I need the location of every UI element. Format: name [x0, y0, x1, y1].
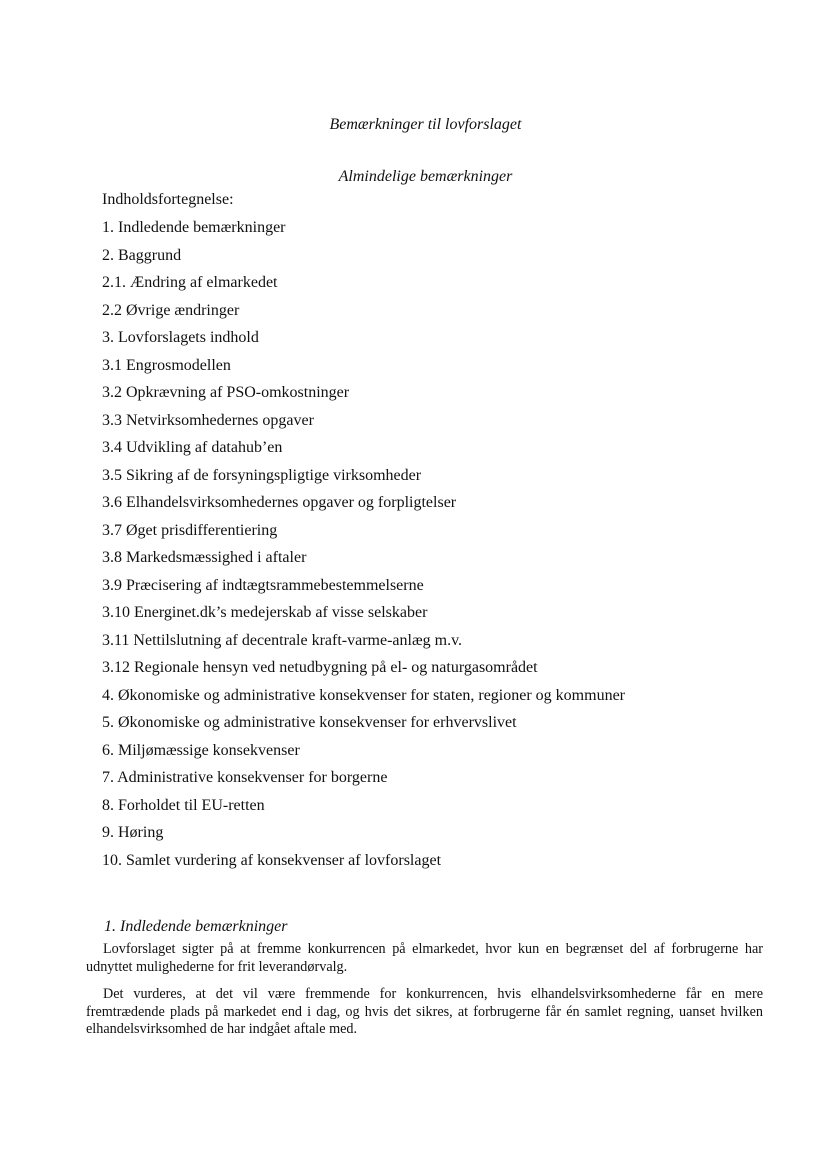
toc-item: 5. Økonomiske og administrative konsekvenser for erhvervslivet [102, 714, 517, 731]
toc-item: 2.2 Øvrige ændringer [102, 301, 240, 319]
toc-item: 6. Miljømæssige konsekvenser [102, 741, 300, 759]
toc-item: 3.9 Præcisering af indtægtsrammebestemmelserne [102, 576, 424, 594]
toc-item: 3.5 Sikring af de forsyningspligtige virksomheder [102, 466, 422, 484]
document-title: Bemærkninger til lovforslaget [329, 116, 522, 133]
section-heading: 1. Indledende bemærkninger [104, 918, 288, 935]
toc-item: 4. Økonomiske og administrative konsekvenser for staten, regioner og kommuner [102, 686, 625, 704]
paragraph: Lovforslaget sigter på at fremme konkurrencen på elmarkedet, hvor kun en begrænset del af forbrugerne har udnyttet mulighederne for frit leverandørvalg. [86, 941, 763, 975]
toc-item: 3.10 Energinet.dk’s medejerskab af visse selskaber [102, 604, 428, 621]
toc-item: 3.4 Udvikling af datahub’en [102, 439, 283, 456]
toc-item: 3.6 Elhandelsvirksomhedernes opgaver og forpligtelser [102, 494, 457, 511]
toc-item: 9. Høring [102, 824, 164, 841]
toc-item: 3.3 Netvirksomhedernes opgaver [102, 411, 314, 429]
toc-item: 3.2 Opkrævning af PSO-omkostninger [102, 384, 350, 401]
toc-item: 3.12 Regionale hensyn ved netudbygning på el- og naturgasområdet [102, 659, 538, 676]
toc-item: 10. Samlet vurdering af konsekvenser af lovforslaget [102, 851, 442, 869]
paragraph: Det vurderes, at det vil være fremmende for konkurrencen, hvis elhandelsvirksomhederne får en mere fremtrædende plads på markedet end i dag, og hvis det sikres, at forbrugerne får én samlet regning, uanset hvilken elhandelsvirksomhed de har indgået aftale med. [86, 986, 763, 1037]
toc-item: 1. Indledende bemærkninger [102, 219, 286, 236]
toc-item: 8. Forholdet til EU-retten [102, 796, 265, 814]
toc-heading: Indholdsfortegnelse: [102, 191, 234, 208]
toc-item: 3.7 Øget prisdifferentiering [102, 521, 278, 539]
toc-item: 2.1. Ændring af elmarkedet [102, 274, 278, 291]
toc-item: 2. Baggrund [102, 246, 182, 264]
toc-item: 3.11 Nettilslutning af decentrale kraft-varme-anlæg m.v. [102, 631, 463, 649]
toc-item: 3.8 Markedsmæssighed i aftaler [102, 549, 307, 566]
toc-item: 3. Lovforslagets indhold [102, 329, 259, 346]
toc-item: 7. Administrative konsekvenser for borgerne [102, 769, 388, 786]
document-subtitle: Almindelige bemærkninger [338, 168, 513, 185]
toc-item: 3.1 Engrosmodellen [102, 356, 231, 374]
table-of-contents [102, 218, 625, 878]
